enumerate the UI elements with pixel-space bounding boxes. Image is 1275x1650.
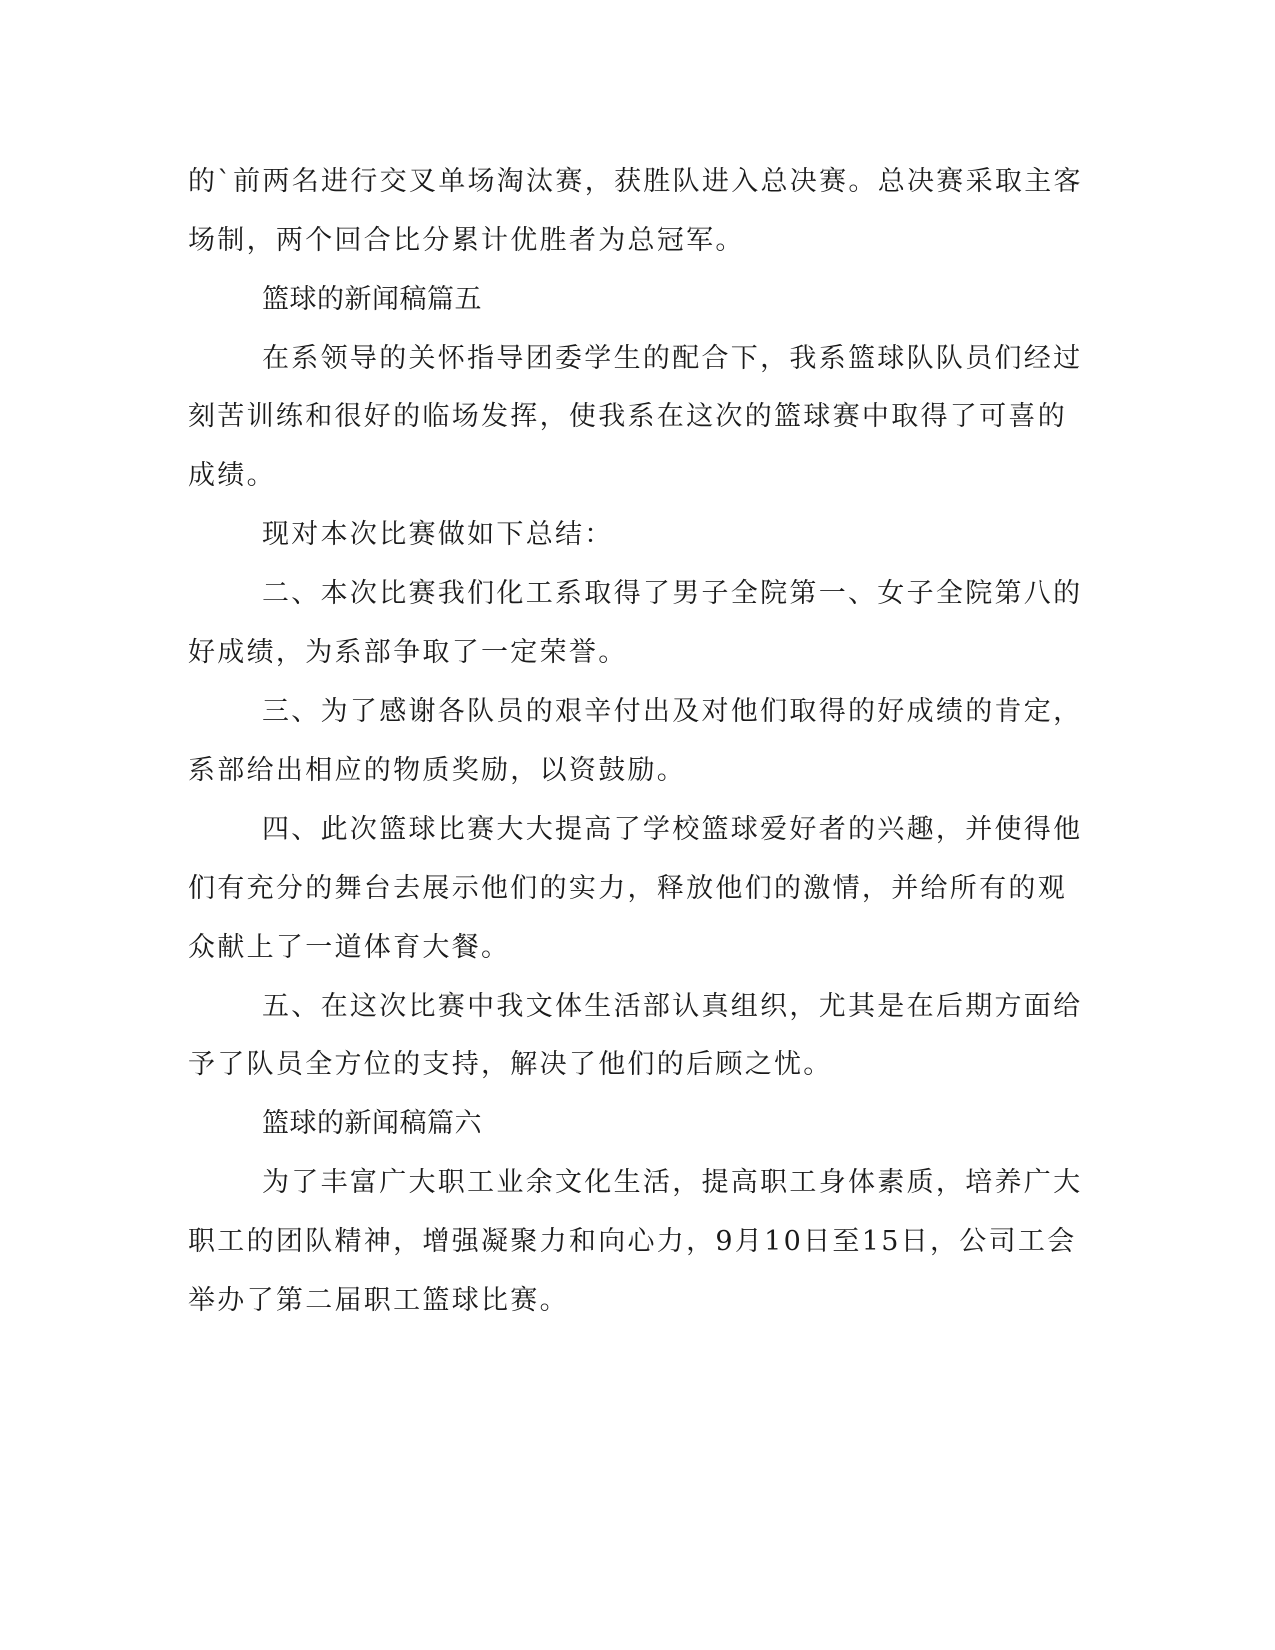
text-line: 的`前两名进行交叉单场淘汰赛，获胜队进入总决赛。总决赛采取主客 [188, 166, 1083, 197]
text-line: 五、在这次比赛中我文体生活部认真组织，尤其是在后期方面给 [262, 991, 1083, 1022]
text-line: 在系领导的关怀指导团委学生的配合下，我系篮球队队员们经过 [262, 343, 1083, 374]
text-line: 们有充分的舞台去展示他们的实力，释放他们的激情，并给所有的观 [188, 873, 1067, 904]
text-line: 场制，两个回合比分累计优胜者为总冠军。 [188, 225, 745, 256]
text-line: 系部给出相应的物质奖励，以资鼓励。 [188, 755, 687, 786]
section-heading: 篮球的新闻稿篇五 [262, 284, 482, 315]
text-line: 职工的团队精神，增强凝聚力和向心力，9月10日至15日，公司工会 [188, 1226, 1077, 1257]
text-line: 现对本次比赛做如下总结： [262, 519, 614, 550]
text-line: 予了队员全方位的支持，解决了他们的后顾之忧。 [188, 1049, 833, 1080]
text-line: 好成绩，为系部争取了一定荣誉。 [188, 637, 628, 668]
text-line: 刻苦训练和很好的临场发挥，使我系在这次的篮球赛中取得了可喜的 [188, 401, 1067, 432]
section-heading: 篮球的新闻稿篇六 [262, 1108, 482, 1139]
text-line: 成绩。 [188, 460, 276, 491]
text-line: 三、为了感谢各队员的艰辛付出及对他们取得的好成绩的肯定， [262, 696, 1083, 727]
text-line: 二、本次比赛我们化工系取得了男子全院第一、女子全院第八的 [262, 578, 1083, 609]
text-line: 众献上了一道体育大餐。 [188, 932, 511, 963]
text-line: 四、此次篮球比赛大大提高了学校篮球爱好者的兴趣，并使得他 [262, 814, 1083, 845]
text-line: 举办了第二届职工篮球比赛。 [188, 1285, 569, 1316]
text-line: 为了丰富广大职工业余文化生活，提高职工身体素质，培养广大 [262, 1167, 1083, 1198]
